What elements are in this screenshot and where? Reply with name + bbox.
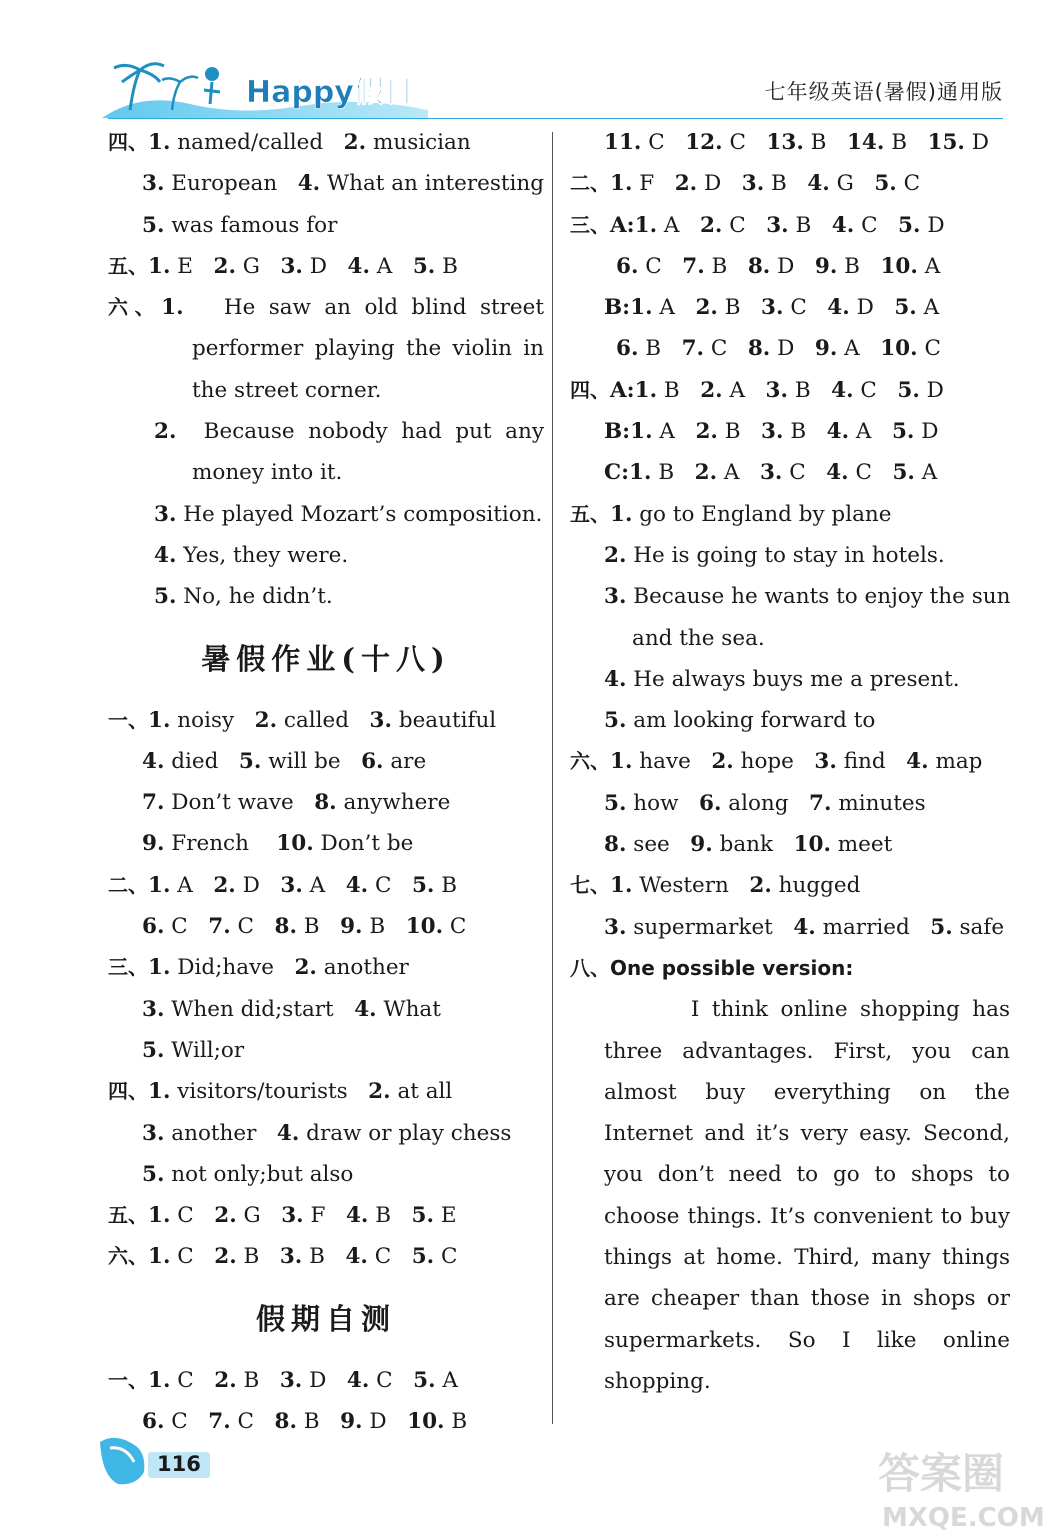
answer-text: 6. C 7. C 8. B 9. D 10. B (142, 1409, 468, 1435)
answer-text: One possible version: (610, 955, 854, 980)
answer-text: 1. He saw an old blind street (161, 295, 544, 321)
left-answer-line (108, 494, 544, 535)
left-answer-line (108, 989, 544, 1030)
right-column (570, 122, 1010, 1402)
right-answer-line (570, 205, 1010, 246)
section-number: 五、 (108, 253, 148, 278)
answer-text: 3. Because he wants to enjoy the sun (604, 584, 1011, 610)
answer-text: 1. Western 2. hugged (610, 873, 861, 899)
answer-text: you don’t need to go to shops to (604, 1162, 1010, 1188)
left-answer-line (108, 700, 544, 741)
answer-text: 5. was famous for (142, 212, 338, 238)
answer-text: 7. Don’t wave 8. anywhere (142, 790, 451, 816)
answer-text: three advantages. First, you can (604, 1038, 1010, 1064)
answer-text: 4. died 5. will be 6. are (142, 748, 427, 774)
right-answer-line (570, 1031, 1010, 1072)
page-number: 116 (157, 1452, 201, 1476)
left-answer-line (108, 163, 544, 204)
answer-text: 9. French 10. Don’t be (142, 831, 414, 857)
section-number: 三、 (570, 212, 610, 237)
answer-text: 6. C 7. B 8. D 9. B 10. A (616, 253, 941, 279)
section-number: 五、 (570, 501, 610, 526)
answer-text: Internet and it’s very easy. Second, (604, 1121, 1010, 1147)
right-answer-line (570, 370, 1010, 411)
right-answer-line (570, 122, 1010, 163)
section-number: 七、 (570, 873, 610, 898)
answer-text: 8. see 9. bank 10. meet (604, 832, 893, 858)
answer-text: A:1. B 2. A 3. B 4. C 5. D (610, 377, 944, 403)
right-answer-line (570, 989, 1010, 1030)
header-divider (108, 118, 1003, 119)
section-number: 四、 (570, 377, 610, 402)
answer-text: 1. noisy 2. called 3. beautiful (148, 707, 497, 733)
answer-text: 4. Yes, they were. (154, 542, 349, 568)
answer-text: 3. He played Mozart’s composition. (154, 501, 543, 527)
right-answer-line (570, 865, 1010, 906)
right-answer-line (570, 452, 1010, 493)
section-number: 二、 (108, 872, 148, 897)
right-answer-line (570, 576, 1010, 617)
answer-text: 11. C 12. C 13. B 14. B 15. D (604, 130, 989, 155)
right-answer-line (570, 1072, 1010, 1113)
answer-text: 1. Did;have 2. another (148, 955, 409, 981)
answer-text: 4. He always buys me a present. (604, 666, 960, 692)
left-answer-line (108, 823, 544, 864)
answer-text: 6. C 7. C 8. B 9. B 10. C (142, 914, 467, 940)
answer-text: choose things. It’s convenient to buy (604, 1203, 1010, 1229)
answer-text: 1. visitors/tourists 2. at all (148, 1079, 453, 1105)
watermark-logo (876, 1440, 1045, 1533)
left-answer-line (108, 205, 544, 246)
answer-text: 1. have 2. hope 3. find 4. map (610, 749, 983, 775)
left-answer-line (108, 741, 544, 782)
answer-text: C:1. B 2. A 3. C 4. C 5. A (604, 460, 938, 486)
section-number: 二、 (570, 171, 610, 196)
answer-text: 5. Will;or (142, 1037, 245, 1063)
column-divider (552, 132, 553, 1424)
answer-text: 5. how 6. along 7. minutes (604, 790, 926, 816)
left-answer-line (108, 1030, 544, 1071)
left-answer-line (108, 328, 544, 369)
left-answer-line (108, 576, 544, 617)
left-answer-line (108, 865, 544, 906)
section-number: 一、 (108, 1367, 148, 1392)
right-answer-line (570, 618, 1010, 659)
section-number: 四、 (108, 1079, 148, 1104)
left-answer-line (108, 1154, 544, 1195)
right-answer-line (570, 411, 1010, 452)
section-heading: 暑假作业(十八) (201, 641, 451, 676)
answer-text: performer playing the violin in (192, 336, 544, 362)
answer-text: 1. go to England by plane (610, 501, 892, 527)
right-answer-line (570, 948, 1010, 989)
left-answer-line (108, 452, 544, 493)
section-number: 六、 (108, 295, 162, 320)
watermark-text: 答案圈 (878, 1449, 1005, 1498)
answer-text: are cheaper than those in shops or (604, 1286, 1010, 1312)
answer-text: 3. supermarket 4. married 5. safe (604, 914, 1005, 940)
book-title: 七年级英语(暑假)通用版 (764, 80, 1003, 104)
happy-holiday-logo (100, 52, 430, 120)
right-answer-line (570, 1278, 1010, 1319)
section-number: 六、 (570, 749, 610, 774)
right-answer-line (570, 1154, 1010, 1195)
left-answer-line (108, 906, 544, 947)
left-answer-line (108, 1236, 544, 1277)
left-answer-line (108, 1195, 544, 1236)
answer-text: 1. named/called 2. musician (148, 130, 471, 155)
answer-text: 5. not only;but also (142, 1161, 354, 1187)
right-answer-line (570, 163, 1010, 204)
right-answer-line (570, 287, 1010, 328)
answer-text: 2. He is going to stay in hotels. (604, 542, 945, 568)
answer-text: almost buy everything on the (604, 1079, 1010, 1105)
left-answer-line (108, 1360, 544, 1401)
left-answer-line (108, 246, 544, 287)
answer-text: 2. Because nobody had put any (154, 419, 544, 445)
right-answer-line (570, 741, 1010, 782)
answer-text: and the sea. (632, 625, 765, 651)
section-number: 六、 (108, 1244, 148, 1269)
answer-text: 1. E 2. G 3. D 4. A 5. B (148, 253, 458, 279)
right-answer-line (570, 783, 1010, 824)
right-answer-line (570, 824, 1010, 865)
answer-text: shopping. (604, 1368, 711, 1394)
left-answer-line (108, 1113, 544, 1154)
right-answer-line (570, 1196, 1010, 1237)
answer-text: 1. C 2. G 3. F 4. B 5. E (148, 1203, 457, 1229)
section-number: 四、 (108, 130, 148, 154)
answer-text: 3. European 4. What an interesting (142, 171, 544, 197)
right-answer-line (570, 907, 1010, 948)
answer-text: money into it. (192, 460, 343, 486)
answer-text: 5. No, he didn’t. (154, 584, 333, 610)
answer-text: supermarkets. So I like online (604, 1327, 1010, 1353)
left-column (108, 122, 544, 1442)
right-answer-line (570, 246, 1010, 287)
right-answer-line (570, 700, 1010, 741)
right-answer-line (570, 1361, 1010, 1402)
section-number: 三、 (108, 955, 148, 980)
left-answer-line (108, 535, 544, 576)
section-number: 八、 (570, 955, 610, 980)
answer-text: 3. When did;start 4. What (142, 996, 441, 1022)
left-answer-line (108, 370, 544, 411)
left-answer-line (108, 1071, 544, 1112)
answer-text: 1. A 2. D 3. A 4. C 5. B (148, 872, 458, 898)
right-answer-line (570, 1320, 1010, 1361)
answer-text: 1. C 2. B 3. B 4. C 5. C (148, 1244, 458, 1270)
answer-text: 5. am looking forward to (604, 708, 876, 734)
answer-text: things at home. Third, many things (604, 1245, 1010, 1271)
answer-text: 1. F 2. D 3. B 4. G 5. C (610, 171, 921, 197)
answer-text: B:1. A 2. B 3. C 4. D 5. A (604, 295, 940, 321)
answer-text: the street corner. (192, 377, 382, 403)
left-answer-line (108, 947, 544, 988)
section-number: 五、 (108, 1203, 148, 1228)
section-number: 一、 (108, 707, 148, 732)
answer-text: A:1. A 2. C 3. B 4. C 5. D (610, 212, 945, 238)
logo-text: Happy假日 (246, 75, 414, 110)
answer-text: I think online shopping has (604, 997, 1010, 1023)
watermark-url: MXQE.COM (882, 1503, 1045, 1533)
right-answer-line (570, 1113, 1010, 1154)
right-answer-line (570, 659, 1010, 700)
answer-text: 1. C 2. B 3. D 4. C 5. A (148, 1367, 458, 1393)
right-answer-line (570, 535, 1010, 576)
right-answer-line (570, 1237, 1010, 1278)
answer-text: 3. another 4. draw or play chess (142, 1120, 512, 1146)
left-answer-line (108, 411, 544, 452)
section-heading: 假期自测 (255, 1301, 396, 1336)
right-answer-line (570, 328, 1010, 369)
left-answer-line (108, 287, 544, 328)
left-answer-line (108, 782, 544, 823)
answer-text: B:1. A 2. B 3. B 4. A 5. D (604, 419, 939, 445)
right-answer-line (570, 494, 1010, 535)
left-answer-line (108, 122, 544, 163)
answer-text: 6. B 7. C 8. D 9. A 10. C (616, 336, 941, 362)
